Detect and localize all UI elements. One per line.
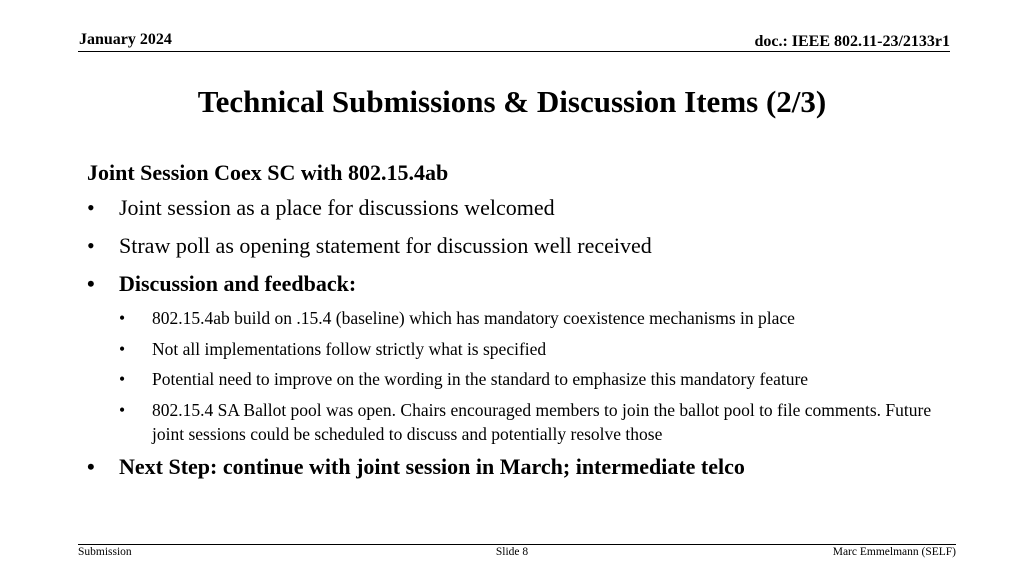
footer-submission: Submission xyxy=(78,546,132,558)
bullet-icon: • xyxy=(87,271,95,296)
bullet-item xyxy=(87,270,957,298)
bullet-text: Discussion and feedback: xyxy=(119,271,357,296)
footer-author: Marc Emmelmann (SELF) xyxy=(832,546,956,558)
bullet-icon: • xyxy=(87,195,95,220)
slide-body xyxy=(87,158,957,491)
sub-bullet-item xyxy=(87,398,957,447)
header-date: January 2024 xyxy=(79,31,172,48)
bullet-text: Next Step: continue with joint session in March; intermediate telco xyxy=(119,453,745,479)
sub-bullet-icon: • xyxy=(119,338,126,359)
sub-bullet-icon: • xyxy=(119,308,126,328)
sub-bullet-text: Potential need to improve on the wording in the standard to emphasize this mandatory feature xyxy=(152,369,809,389)
bullet-text: Straw poll as opening statement for discussion well received xyxy=(119,233,652,258)
bullet-item xyxy=(87,232,957,260)
sub-bullet-item xyxy=(87,337,957,362)
section-heading: Joint Session Coex SC with 802.15.4ab xyxy=(87,160,449,185)
bullet-item xyxy=(87,453,957,481)
sub-bullet-text: Not all implementations follow strictly what is specified xyxy=(152,338,547,359)
sub-bullet-item xyxy=(87,306,957,331)
sub-bullet-text: 802.15.4 SA Ballot pool was open. Chairs encouraged members to join the ballot pool to file comments. Future joint sessions could be scheduled to discuss and potentially resolve those xyxy=(152,399,932,444)
footer-divider xyxy=(78,544,956,545)
slide-title: Technical Submissions & Discussion Items (2/3) xyxy=(197,84,827,119)
sub-bullet-list xyxy=(87,306,957,447)
bullet-icon: • xyxy=(87,233,95,258)
sub-bullet-icon: • xyxy=(119,369,126,389)
header-doc-id: doc.: IEEE 802.11-23/2133r1 xyxy=(754,33,950,50)
footer-slide-number: Slide 8 xyxy=(495,546,529,558)
header-divider xyxy=(78,51,950,52)
sub-bullet-icon: • xyxy=(119,399,126,420)
sub-bullet-item xyxy=(87,367,957,392)
sub-bullet-text: 802.15.4ab build on .15.4 (baseline) which has mandatory coexistence mechanisms in place xyxy=(152,308,795,328)
bullet-icon: • xyxy=(87,453,95,479)
bullet-text: Joint session as a place for discussions welcomed xyxy=(119,195,555,220)
bullet-item xyxy=(87,194,957,222)
